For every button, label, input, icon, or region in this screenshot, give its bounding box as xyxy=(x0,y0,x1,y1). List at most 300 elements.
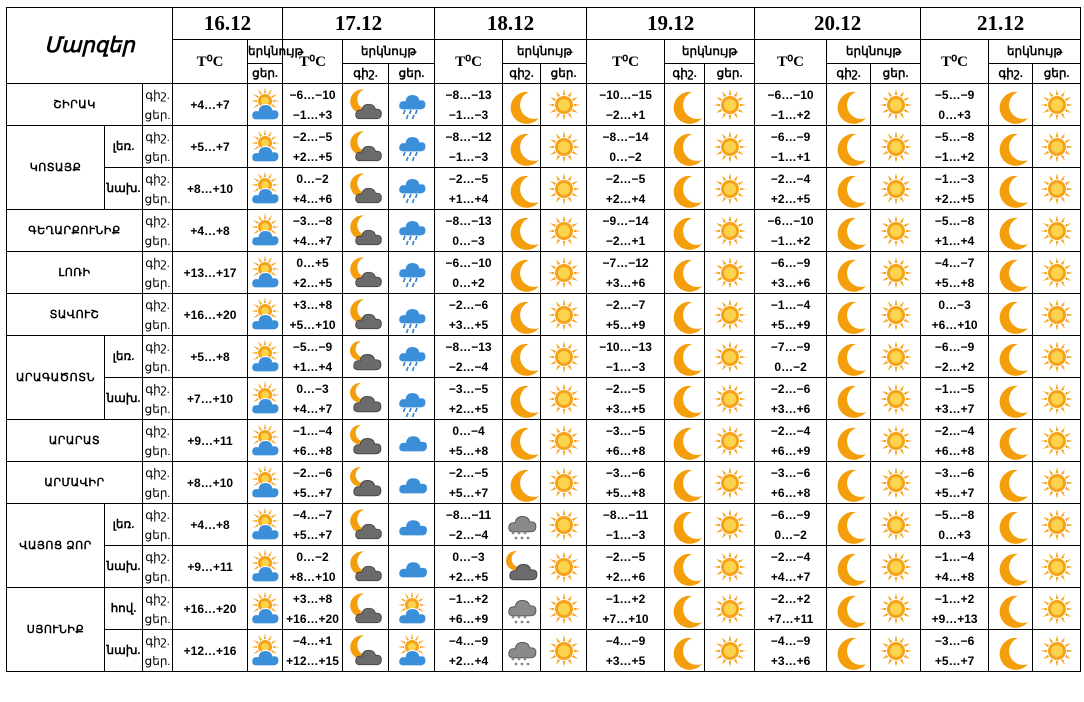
temperature-cell xyxy=(755,84,827,126)
temperature-cell xyxy=(755,378,827,420)
temperature-cell: +4…+8 xyxy=(173,210,248,252)
day-temperature: +12…+15 xyxy=(286,653,339,668)
night-temperature: −8…−11 xyxy=(602,507,649,522)
moon-icon xyxy=(989,252,1033,294)
sky-header: երկնույթ xyxy=(665,40,755,64)
temperature-cell xyxy=(283,630,343,672)
sun-icon xyxy=(705,462,755,504)
date-header: 17.12 xyxy=(283,8,435,40)
sun-cloud-icon xyxy=(248,252,283,294)
sun-icon xyxy=(1033,294,1081,336)
night-period-label: գիշ. xyxy=(145,129,170,144)
day-temperature: +3…+5 xyxy=(448,317,489,332)
temperature-cell xyxy=(283,420,343,462)
date-header: 20.12 xyxy=(755,8,921,40)
rain-icon xyxy=(389,84,435,126)
sun-icon xyxy=(705,504,755,546)
night-temperature: −1…−4 xyxy=(292,423,333,438)
subregion-label: նախ. xyxy=(105,378,143,420)
night-temperature: −4…+1 xyxy=(292,633,333,648)
temperature-cell: +4…+7 xyxy=(173,84,248,126)
night-temperature: −2…−5 xyxy=(605,381,646,396)
night-temperature: −2…−4 xyxy=(934,423,975,438)
day-temperature: +2…+4 xyxy=(605,191,646,206)
night-temperature: −8…−13 xyxy=(445,87,492,102)
temp-header: T⁰C xyxy=(587,40,665,84)
night-temperature: −2…−5 xyxy=(605,171,646,186)
day-header: ցեր. xyxy=(389,64,435,84)
day-temperature: −1…−3 xyxy=(448,107,489,122)
moon-icon xyxy=(503,336,541,378)
night-temperature: −8…−13 xyxy=(445,339,492,354)
night-temperature: −8…−13 xyxy=(445,213,492,228)
sun-icon xyxy=(541,378,587,420)
temperature-cell xyxy=(755,126,827,168)
day-temperature: +8…+10 xyxy=(289,569,336,584)
temperature-cell xyxy=(921,378,989,420)
night-temperature: −2…−6 xyxy=(770,381,811,396)
subregion-label: լեռ. xyxy=(105,126,143,168)
subregion-label: նախ. xyxy=(105,630,143,672)
temperature-cell xyxy=(587,336,665,378)
day-temperature: +6…+8 xyxy=(770,485,811,500)
night-period-label: գիշ. xyxy=(145,381,170,396)
temperature-cell xyxy=(587,504,665,546)
rain-icon xyxy=(389,168,435,210)
day-temperature: +5…+9 xyxy=(605,317,646,332)
day-temperature: −2…+1 xyxy=(605,233,646,248)
temperature-cell xyxy=(921,630,989,672)
moon-icon xyxy=(665,294,705,336)
date-header: 19.12 xyxy=(587,8,755,40)
sky-header: երկնույթ xyxy=(989,40,1081,64)
date-header: 16.12 xyxy=(173,8,283,40)
night-temperature: −3…−8 xyxy=(292,213,333,228)
night-temperature: −1…−3 xyxy=(934,171,975,186)
cloud-dark-icon xyxy=(503,546,541,588)
day-period-label: ցեր. xyxy=(144,527,171,542)
temperature-cell xyxy=(755,504,827,546)
moon-icon xyxy=(503,126,541,168)
day-temperature: −1…+1 xyxy=(770,149,811,164)
night-temperature: −6…−10 xyxy=(767,213,814,228)
period-labels xyxy=(143,504,173,546)
region-row xyxy=(7,378,1081,420)
day-temperature: +1…+4 xyxy=(292,359,333,374)
night-period-label: գիշ. xyxy=(145,297,170,312)
night-temperature: −8…−12 xyxy=(445,129,492,144)
day-temperature: −1…−3 xyxy=(605,527,646,542)
period-labels xyxy=(143,252,173,294)
moon-icon xyxy=(827,462,871,504)
day-temperature: +5…+8 xyxy=(934,275,975,290)
period-labels xyxy=(143,210,173,252)
temperature-cell xyxy=(755,294,827,336)
sun-cloud-icon xyxy=(248,420,283,462)
region-row xyxy=(7,252,1081,294)
moon-icon xyxy=(989,504,1033,546)
region-row xyxy=(7,210,1081,252)
moon-cloud-icon xyxy=(343,294,389,336)
temperature-cell xyxy=(435,84,503,126)
temperature-cell xyxy=(435,546,503,588)
temperature-cell xyxy=(755,588,827,630)
day-period-label: ցեր. xyxy=(144,485,171,500)
temperature-cell: +5…+8 xyxy=(173,336,248,378)
temperature-cell xyxy=(755,168,827,210)
night-temperature: −2…+2 xyxy=(770,591,811,606)
temperature-cell xyxy=(283,546,343,588)
day-temperature: +6…+8 xyxy=(934,443,975,458)
night-period-label: գիշ. xyxy=(145,549,170,564)
moon-icon xyxy=(827,420,871,462)
night-temperature: −1…−4 xyxy=(934,549,975,564)
temperature-cell xyxy=(435,336,503,378)
region-name: ԳԵՂԱՐՔՈՒՆԻՔ xyxy=(7,210,143,252)
night-header: գիշ. xyxy=(827,64,871,84)
night-temperature: −2…−6 xyxy=(448,297,489,312)
temp-header: T⁰C xyxy=(283,40,343,84)
day-period-label: ցեր. xyxy=(144,653,171,668)
subregion-label: նախ. xyxy=(105,168,143,210)
moon-icon xyxy=(989,462,1033,504)
day-temperature: −1…+2 xyxy=(770,233,811,248)
day-temperature: −1…−3 xyxy=(448,149,489,164)
period-labels xyxy=(143,294,173,336)
night-temperature: −6…−9 xyxy=(770,507,811,522)
period-labels xyxy=(143,84,173,126)
night-temperature: −10…−15 xyxy=(599,87,652,102)
night-period-label: գիշ. xyxy=(145,171,170,186)
day-temperature: +6…+9 xyxy=(448,611,489,626)
sun-cloud-icon xyxy=(248,84,283,126)
day-period-label: ցեր. xyxy=(144,233,171,248)
sky-header: երկնույթ xyxy=(343,40,435,64)
day-temperature: 0…+2 xyxy=(452,275,485,290)
region-row xyxy=(7,294,1081,336)
night-temperature: −1…+2 xyxy=(448,591,489,606)
day-period-label: ցեր. xyxy=(144,401,171,416)
moon-cloud-icon xyxy=(343,546,389,588)
day-temperature: −1…−3 xyxy=(605,359,646,374)
day-temperature: +2…+5 xyxy=(292,275,333,290)
night-temperature: −9…−14 xyxy=(602,213,649,228)
day-temperature: +4…+6 xyxy=(292,191,333,206)
day-temperature: +5…+8 xyxy=(605,485,646,500)
night-temperature: −3…−6 xyxy=(770,465,811,480)
night-temperature: −2…−6 xyxy=(292,465,333,480)
sun-icon xyxy=(705,252,755,294)
night-temperature: −2…−4 xyxy=(770,549,811,564)
temperature-cell xyxy=(921,336,989,378)
moon-cloud-icon xyxy=(343,126,389,168)
day-temperature: +7…+10 xyxy=(602,611,649,626)
temperature-cell xyxy=(921,588,989,630)
temperature-cell: +5…+7 xyxy=(173,126,248,168)
sun-icon xyxy=(1033,504,1081,546)
temperature-cell xyxy=(587,630,665,672)
sun-icon xyxy=(541,504,587,546)
moon-icon xyxy=(665,420,705,462)
night-temperature: −3…−6 xyxy=(934,633,975,648)
region-name: ԱՐՄԱՎԻՐ xyxy=(7,462,143,504)
temperature-cell xyxy=(921,168,989,210)
cloud-dark-icon xyxy=(343,336,389,378)
moon-icon xyxy=(665,336,705,378)
night-temperature: −5…−8 xyxy=(934,213,975,228)
sun-icon xyxy=(705,210,755,252)
temp-header: T⁰C xyxy=(921,40,989,84)
temperature-cell xyxy=(435,126,503,168)
night-period-label: գիշ. xyxy=(145,591,170,606)
region-name: ՎԱՅՈՑ ՁՈՐ xyxy=(7,504,105,588)
sun-icon xyxy=(871,588,921,630)
sun-icon xyxy=(1033,462,1081,504)
region-row xyxy=(7,504,1081,546)
region-row xyxy=(7,336,1081,378)
temperature-cell xyxy=(435,420,503,462)
snow-icon xyxy=(503,630,541,672)
sun-cloud-icon xyxy=(248,168,283,210)
sun-icon xyxy=(705,336,755,378)
night-header: գիշ. xyxy=(665,64,705,84)
day-temperature: +4…+7 xyxy=(292,401,333,416)
moon-icon xyxy=(989,630,1033,672)
temperature-cell xyxy=(921,546,989,588)
night-header: գիշ. xyxy=(989,64,1033,84)
day-temperature: −1…+3 xyxy=(292,107,333,122)
day-temperature: 0…−2 xyxy=(774,527,807,542)
temperature-cell: +16…+20 xyxy=(173,588,248,630)
temperature-cell xyxy=(921,210,989,252)
moon-icon xyxy=(503,168,541,210)
temperature-cell xyxy=(435,630,503,672)
moon-icon xyxy=(665,252,705,294)
sun-icon xyxy=(871,378,921,420)
region-name: ՏԱՎՈՒՇ xyxy=(7,294,143,336)
day-temperature: +16…+20 xyxy=(286,611,339,626)
sun-icon xyxy=(541,294,587,336)
night-temperature: −2…−5 xyxy=(448,465,489,480)
day-header: ցեր. xyxy=(541,64,587,84)
moon-icon xyxy=(827,336,871,378)
temperature-cell xyxy=(435,210,503,252)
day-temperature: +5…+7 xyxy=(292,527,333,542)
moon-icon xyxy=(665,210,705,252)
moon-icon xyxy=(665,630,705,672)
night-temperature: 0…−2 xyxy=(296,549,329,564)
period-labels xyxy=(143,588,173,630)
sun-icon xyxy=(871,462,921,504)
night-temperature: 0…−3 xyxy=(296,381,329,396)
temperature-cell xyxy=(283,84,343,126)
temperature-cell xyxy=(755,630,827,672)
day-header: ցեր. xyxy=(1033,64,1081,84)
period-labels xyxy=(143,168,173,210)
night-temperature: −4…−9 xyxy=(770,633,811,648)
day-temperature: +5…+8 xyxy=(448,443,489,458)
night-temperature: −3…−5 xyxy=(448,381,489,396)
day-temperature: +3…+6 xyxy=(605,275,646,290)
moon-cloud-icon xyxy=(343,252,389,294)
day-temperature: +3…+6 xyxy=(770,275,811,290)
moon-icon xyxy=(827,210,871,252)
sun-cloud-icon xyxy=(248,588,283,630)
night-temperature: −5…−8 xyxy=(934,129,975,144)
day-temperature: +5…+7 xyxy=(292,485,333,500)
region-row xyxy=(7,630,1081,672)
subregion-label: լեռ. xyxy=(105,336,143,378)
sun-icon xyxy=(1033,420,1081,462)
night-temperature: +3…+8 xyxy=(292,591,333,606)
night-temperature: 0…−3 xyxy=(452,549,485,564)
moon-icon xyxy=(665,168,705,210)
sun-cloud-icon xyxy=(248,546,283,588)
day-temperature: +2…+5 xyxy=(448,401,489,416)
night-temperature: −2…−4 xyxy=(770,171,811,186)
sun-icon xyxy=(541,252,587,294)
day-header: ցեր. xyxy=(248,64,283,84)
sun-icon xyxy=(541,588,587,630)
moon-icon xyxy=(827,504,871,546)
day-temperature: +5…+7 xyxy=(934,653,975,668)
day-period-label: ցեր. xyxy=(144,275,171,290)
temperature-cell xyxy=(755,336,827,378)
moon-cloud-icon xyxy=(343,168,389,210)
moon-icon xyxy=(503,462,541,504)
day-temperature: 0…−3 xyxy=(452,233,485,248)
period-labels xyxy=(143,546,173,588)
night-temperature: −1…−5 xyxy=(934,381,975,396)
sun-icon xyxy=(705,126,755,168)
sky-header: երկնույթ xyxy=(248,40,283,64)
day-temperature: +6…+10 xyxy=(931,317,978,332)
day-temperature: +2…+5 xyxy=(934,191,975,206)
moon-icon xyxy=(989,84,1033,126)
sun-icon xyxy=(1033,210,1081,252)
day-temperature: −1…+2 xyxy=(934,149,975,164)
moon-icon xyxy=(827,378,871,420)
day-header: ցեր. xyxy=(871,64,921,84)
sun-icon xyxy=(871,126,921,168)
temperature-cell xyxy=(587,462,665,504)
rain-icon xyxy=(389,252,435,294)
cloud-dark-icon xyxy=(343,420,389,462)
day-temperature: +3…+7 xyxy=(934,401,975,416)
sky-header: երկնույթ xyxy=(503,40,587,64)
date-header: 21.12 xyxy=(921,8,1081,40)
day-temperature: +2…+5 xyxy=(770,191,811,206)
temperature-cell xyxy=(587,84,665,126)
region-row xyxy=(7,126,1081,168)
day-temperature: +6…+8 xyxy=(292,443,333,458)
cloud-icon xyxy=(389,462,435,504)
night-temperature: −6…−10 xyxy=(767,87,814,102)
night-temperature: −4…−9 xyxy=(448,633,489,648)
sun-icon xyxy=(871,294,921,336)
day-header: ցեր. xyxy=(705,64,755,84)
moon-icon xyxy=(503,378,541,420)
region-row xyxy=(7,168,1081,210)
day-period-label: ցեր. xyxy=(144,359,171,374)
sun-icon xyxy=(541,84,587,126)
day-temperature: 0…−2 xyxy=(774,359,807,374)
sun-icon xyxy=(541,168,587,210)
day-temperature: 0…+3 xyxy=(938,107,971,122)
day-temperature: +7…+11 xyxy=(767,611,814,626)
day-temperature: +2…+4 xyxy=(448,653,489,668)
temperature-cell xyxy=(283,126,343,168)
temperature-cell xyxy=(755,462,827,504)
moon-cloud-icon xyxy=(343,210,389,252)
sun-icon xyxy=(705,420,755,462)
moon-icon xyxy=(827,126,871,168)
sun-cloud-icon xyxy=(248,294,283,336)
temperature-cell xyxy=(921,462,989,504)
period-labels xyxy=(143,126,173,168)
temperature-cell xyxy=(587,546,665,588)
day-period-label: ցեր. xyxy=(144,317,171,332)
sun-icon xyxy=(1033,630,1081,672)
moon-icon xyxy=(827,252,871,294)
day-temperature: −2…+2 xyxy=(934,359,975,374)
night-period-label: գիշ. xyxy=(145,255,170,270)
temperature-cell xyxy=(921,252,989,294)
sun-icon xyxy=(541,210,587,252)
temperature-cell: +13…+17 xyxy=(173,252,248,294)
moon-icon xyxy=(827,546,871,588)
region-name: ՇԻՐԱԿ xyxy=(7,84,143,126)
moon-icon xyxy=(989,168,1033,210)
regions-header: Մարզեր xyxy=(7,8,173,84)
day-temperature: +1…+4 xyxy=(448,191,489,206)
day-temperature: +3…+6 xyxy=(770,401,811,416)
rain-icon xyxy=(389,336,435,378)
night-temperature: 0…−3 xyxy=(938,297,971,312)
day-temperature: +6…+8 xyxy=(605,443,646,458)
day-temperature: −2…−4 xyxy=(448,359,489,374)
night-period-label: գիշ. xyxy=(145,507,170,522)
night-temperature: −8…−11 xyxy=(445,507,492,522)
day-temperature: +5…+9 xyxy=(770,317,811,332)
night-temperature: −6…−9 xyxy=(770,129,811,144)
temperature-cell xyxy=(587,210,665,252)
night-temperature: −4…−7 xyxy=(292,507,333,522)
night-temperature: −10…−13 xyxy=(599,339,652,354)
moon-icon xyxy=(989,294,1033,336)
sun-cloud-icon xyxy=(248,630,283,672)
night-period-label: գիշ. xyxy=(145,633,170,648)
day-temperature: +3…+5 xyxy=(605,401,646,416)
moon-cloud-icon xyxy=(343,630,389,672)
temperature-cell xyxy=(921,294,989,336)
night-temperature: −4…−9 xyxy=(605,633,646,648)
day-period-label: ցեր. xyxy=(144,149,171,164)
night-temperature: −6…−9 xyxy=(934,339,975,354)
region-row xyxy=(7,462,1081,504)
sun-icon xyxy=(871,420,921,462)
temperature-cell xyxy=(755,210,827,252)
forecast-table xyxy=(6,7,1081,672)
night-temperature: −5…−8 xyxy=(934,507,975,522)
day-temperature: −2…+1 xyxy=(605,107,646,122)
sun-icon xyxy=(705,378,755,420)
temperature-cell xyxy=(435,378,503,420)
temp-header: T⁰C xyxy=(173,40,248,84)
temperature-cell: +16…+20 xyxy=(173,294,248,336)
temperature-cell xyxy=(435,168,503,210)
sun-icon xyxy=(871,84,921,126)
